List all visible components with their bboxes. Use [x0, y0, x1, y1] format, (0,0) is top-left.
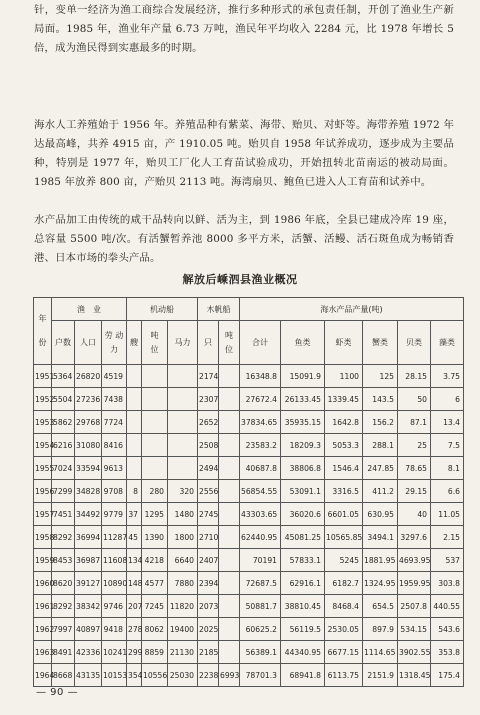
cell-horsepower	[168, 388, 198, 411]
cell-fish: 36020.6	[281, 503, 325, 526]
cell-sail-tonnage	[219, 503, 240, 526]
cell-shrimp: 1642.8	[325, 411, 363, 434]
cell-population: 33594	[75, 457, 102, 480]
cell-shrimp: 1100	[325, 365, 363, 388]
cell-households: 8453	[52, 549, 75, 572]
cell-algae: 175.4	[431, 664, 464, 687]
cell-crab: 897.9	[363, 618, 398, 641]
header-sail-tonnage	[219, 321, 240, 365]
cell-fish: 18209.3	[281, 434, 325, 457]
cell-sail-tonnage	[219, 411, 240, 434]
cell-total: 56854.55	[240, 480, 281, 503]
cell-shrimp: 1339.45	[325, 388, 363, 411]
cell-households: 6216	[52, 434, 75, 457]
cell-crab: 143.5	[363, 388, 398, 411]
cell-sail-tonnage	[219, 365, 240, 388]
cell-horsepower	[168, 434, 198, 457]
cell-year: 1955	[34, 457, 52, 480]
cell-year: 1953	[34, 411, 52, 434]
cell-vessels: 299	[127, 641, 142, 664]
cell-households: 8668	[52, 664, 75, 687]
cell-population: 36987	[75, 549, 102, 572]
cell-labor: 9779	[102, 503, 127, 526]
cell-horsepower: 1480	[168, 503, 198, 526]
cell-crab: 1324.95	[363, 572, 398, 595]
table-row	[34, 457, 464, 480]
cell-crab: 2151.9	[363, 664, 398, 687]
cell-horsepower	[168, 411, 198, 434]
cell-year: 1959	[34, 549, 52, 572]
header-labor-top: 劳 动	[104, 330, 124, 340]
cell-vessels: 134	[127, 549, 142, 572]
cell-sail-tonnage	[219, 572, 240, 595]
table-row	[34, 434, 464, 457]
cell-labor: 9613	[102, 457, 127, 480]
cell-shellfish: 28.15	[398, 365, 431, 388]
cell-shrimp: 6113.75	[325, 664, 363, 687]
cell-households: 8292	[52, 595, 75, 618]
cell-households: 5364	[52, 365, 75, 388]
cell-fish: 68941.8	[281, 664, 325, 687]
table-row	[34, 595, 464, 618]
cell-crab: 411.2	[363, 480, 398, 503]
cell-sail-tonnage	[219, 549, 240, 572]
cell-vessels	[127, 457, 142, 480]
cell-crab: 1881.95	[363, 549, 398, 572]
table-row	[34, 480, 464, 503]
cell-horsepower: 19400	[168, 618, 198, 641]
cell-vessels	[127, 411, 142, 434]
cell-year: 1957	[34, 503, 52, 526]
cell-sail-count: 2407	[198, 549, 219, 572]
cell-labor: 9418	[102, 618, 127, 641]
table-row	[34, 411, 464, 434]
header-year	[34, 298, 52, 365]
cell-tonnage: 280	[142, 480, 168, 503]
cell-households: 7024	[52, 457, 75, 480]
table-row	[34, 664, 464, 687]
cell-total: 37834.65	[240, 411, 281, 434]
cell-sail-count: 2710	[198, 526, 219, 549]
cell-tonnage	[142, 388, 168, 411]
cell-labor: 10153	[102, 664, 127, 687]
cell-shrimp: 1546.4	[325, 457, 363, 480]
cell-algae: 3.75	[431, 365, 464, 388]
cell-sail-count: 2238	[198, 664, 219, 687]
cell-vessels: 354	[127, 664, 142, 687]
cell-crab: 247.85	[363, 457, 398, 480]
cell-vessels: 8	[127, 480, 142, 503]
cell-year: 1956	[34, 480, 52, 503]
header-fish: 鱼类	[281, 321, 325, 365]
cell-total: 60625.2	[240, 618, 281, 641]
cell-sail-count: 2073	[198, 595, 219, 618]
cell-crab: 630.95	[363, 503, 398, 526]
header-algae: 藻类	[431, 321, 464, 365]
cell-tonnage: 8859	[142, 641, 168, 664]
cell-total: 16348.8	[240, 365, 281, 388]
cell-sail-count: 2508	[198, 434, 219, 457]
header-year-bottom: 份	[38, 338, 47, 347]
paragraph-processing: 水产品加工由传统的咸干品转向以鲜、活为主，到 1986 年底，全县已建成冷库 19 座，总容量 5500 吨/次。有活蟹暂养池 8000 多平方米，活蟹、活鳗、活石斑鱼成为畅销香港、日本市场的拳头产品。	[34, 214, 454, 264]
cell-crab: 654.5	[363, 595, 398, 618]
cell-population: 39127	[75, 572, 102, 595]
table-row	[34, 572, 464, 595]
cell-total: 43303.65	[240, 503, 281, 526]
cell-year: 1954	[34, 434, 52, 457]
cell-shrimp: 2530.05	[325, 618, 363, 641]
cell-fish: 62916.1	[281, 572, 325, 595]
paragraph-fishery-economy: 针，变单一经济为渔工商综合发展经济，推行多种形式的承包责任制，开创了渔业生产新局面。1985 年，渔业年产量 6.73 万吨，渔民年平均收入 2284 元，比 1978 年增长 5 倍，成为渔民得到实惠最多的时期。	[34, 4, 454, 54]
header-tonnage-bottom: 位	[150, 344, 159, 354]
cell-algae: 543.6	[431, 618, 464, 641]
header-tonnage-top: 吨	[150, 330, 159, 340]
cell-tonnage: 4218	[142, 549, 168, 572]
header-sail-count: 只	[198, 321, 219, 365]
header-sail-tonnage-top: 吨	[225, 330, 233, 340]
cell-shellfish: 1318.45	[398, 664, 431, 687]
cell-fish: 35935.15	[281, 411, 325, 434]
cell-horsepower: 25030	[168, 664, 198, 687]
cell-year: 1951	[34, 365, 52, 388]
cell-horsepower: 21130	[168, 641, 198, 664]
cell-population: 42336	[75, 641, 102, 664]
cell-population: 26820	[75, 365, 102, 388]
cell-population: 34828	[75, 480, 102, 503]
cell-shellfish: 534.15	[398, 618, 431, 641]
cell-households: 7451	[52, 503, 75, 526]
cell-tonnage	[142, 411, 168, 434]
header-population: 人口	[75, 321, 102, 365]
table-row	[34, 365, 464, 388]
cell-fish: 26133.45	[281, 388, 325, 411]
cell-sail-tonnage	[219, 434, 240, 457]
cell-algae: 353.8	[431, 641, 464, 664]
cell-labor: 11608	[102, 549, 127, 572]
header-vessels: 艘	[127, 321, 142, 365]
fishery-overview-table	[33, 297, 464, 687]
cell-tonnage: 8062	[142, 618, 168, 641]
cell-vessels	[127, 434, 142, 457]
cell-tonnage	[142, 365, 168, 388]
cell-vessels	[127, 388, 142, 411]
cell-shrimp: 3316.5	[325, 480, 363, 503]
cell-shrimp: 5053.3	[325, 434, 363, 457]
cell-population: 38342	[75, 595, 102, 618]
cell-tonnage	[142, 457, 168, 480]
cell-population: 43135	[75, 664, 102, 687]
cell-algae: 11.05	[431, 503, 464, 526]
cell-crab: 1114.65	[363, 641, 398, 664]
header-fishery: 渔 业	[52, 298, 127, 321]
header-sail-boat: 木帆船	[198, 298, 240, 321]
cell-shellfish: 40	[398, 503, 431, 526]
cell-sail-count: 2556	[198, 480, 219, 503]
header-labor-bottom: 力	[110, 344, 118, 354]
cell-year: 1963	[34, 641, 52, 664]
cell-labor: 10890	[102, 572, 127, 595]
cell-tonnage: 10556	[142, 664, 168, 687]
cell-fish: 57833.1	[281, 549, 325, 572]
cell-algae: 303.8	[431, 572, 464, 595]
cell-labor: 9746	[102, 595, 127, 618]
cell-sail-count: 2174	[198, 365, 219, 388]
cell-households: 5862	[52, 411, 75, 434]
cell-population: 29768	[75, 411, 102, 434]
cell-sail-count: 2394	[198, 572, 219, 595]
cell-vessels: 278	[127, 618, 142, 641]
cell-fish: 38810.45	[281, 595, 325, 618]
header-households: 户数	[52, 321, 75, 365]
cell-total: 27672.4	[240, 388, 281, 411]
cell-population: 27236	[75, 388, 102, 411]
header-total: 合计	[240, 321, 281, 365]
cell-shellfish: 50	[398, 388, 431, 411]
cell-shrimp: 6182.7	[325, 572, 363, 595]
cell-total: 56389.1	[240, 641, 281, 664]
cell-total: 40687.8	[240, 457, 281, 480]
cell-year: 1962	[34, 618, 52, 641]
cell-total: 23583.2	[240, 434, 281, 457]
cell-labor: 9708	[102, 480, 127, 503]
cell-vessels: 37	[127, 503, 142, 526]
cell-algae: 7.5	[431, 434, 464, 457]
cell-tonnage: 1390	[142, 526, 168, 549]
cell-shellfish: 4693.95	[398, 549, 431, 572]
cell-algae: 2.15	[431, 526, 464, 549]
cell-population: 40897	[75, 618, 102, 641]
cell-shrimp: 10565.85	[325, 526, 363, 549]
cell-vessels: 45	[127, 526, 142, 549]
cell-households: 5504	[52, 388, 75, 411]
header-motor-boat: 机动船	[127, 298, 198, 321]
cell-horsepower: 7880	[168, 572, 198, 595]
cell-shellfish: 2507.8	[398, 595, 431, 618]
table-body	[34, 365, 464, 687]
cell-sail-tonnage	[219, 526, 240, 549]
cell-year: 1958	[34, 526, 52, 549]
cell-crab: 156.2	[363, 411, 398, 434]
cell-horsepower	[168, 457, 198, 480]
cell-population: 36994	[75, 526, 102, 549]
cell-households: 8292	[52, 526, 75, 549]
cell-horsepower: 320	[168, 480, 198, 503]
table-row	[34, 549, 464, 572]
header-shrimp: 虾类	[325, 321, 363, 365]
cell-labor: 10241	[102, 641, 127, 664]
cell-vessels: 148	[127, 572, 142, 595]
cell-shrimp: 6601.05	[325, 503, 363, 526]
cell-tonnage	[142, 434, 168, 457]
header-crab: 蟹类	[363, 321, 398, 365]
cell-year: 1960	[34, 572, 52, 595]
cell-shellfish: 87.1	[398, 411, 431, 434]
header-shellfish: 贝类	[398, 321, 431, 365]
cell-sail-count: 2652	[198, 411, 219, 434]
cell-tonnage: 1295	[142, 503, 168, 526]
cell-algae: 13.4	[431, 411, 464, 434]
cell-algae: 6.6	[431, 480, 464, 503]
cell-shrimp: 5245	[325, 549, 363, 572]
cell-sail-tonnage	[219, 388, 240, 411]
cell-fish: 56119.5	[281, 618, 325, 641]
header-horsepower: 马力	[168, 321, 198, 365]
cell-sail-count: 2025	[198, 618, 219, 641]
cell-crab: 125	[363, 365, 398, 388]
cell-shellfish: 78.65	[398, 457, 431, 480]
cell-sail-tonnage	[219, 480, 240, 503]
cell-crab: 288.1	[363, 434, 398, 457]
cell-sail-tonnage	[219, 618, 240, 641]
cell-horsepower: 11820	[168, 595, 198, 618]
cell-total: 72687.5	[240, 572, 281, 595]
header-year-top: 年	[38, 314, 47, 323]
cell-sail-count: 2494	[198, 457, 219, 480]
cell-shrimp: 6677.15	[325, 641, 363, 664]
cell-labor: 8416	[102, 434, 127, 457]
cell-labor: 11287	[102, 526, 127, 549]
cell-fish: 15091.9	[281, 365, 325, 388]
cell-total: 78701.3	[240, 664, 281, 687]
page-number: — 90 —	[36, 687, 79, 698]
cell-vessels	[127, 365, 142, 388]
cell-sail-tonnage	[219, 457, 240, 480]
cell-labor: 7724	[102, 411, 127, 434]
header-labor	[102, 321, 127, 365]
paragraph-mariculture: 海水人工养殖始于 1956 年。养殖品种有紫菜、海带、贻贝、对虾等。海带养殖 1972 年达最高峰，共养 4915 亩，产 1910.05 吨。贻贝自 1958 年试养成功，逐步成为主要品种，特别是 1977 年，贻贝工厂化人工育苗试验成功，开始扭转北苗南运的被动局面。1985 年放养 800 亩，产贻贝 2113 吨。海湾扇贝、鲍鱼已进入人工育苗和试养中。	[34, 119, 454, 188]
cell-fish: 44340.95	[281, 641, 325, 664]
cell-year: 1952	[34, 388, 52, 411]
cell-algae: 8.1	[431, 457, 464, 480]
cell-sail-count: 2307	[198, 388, 219, 411]
cell-vessels: 207	[127, 595, 142, 618]
table-row	[34, 526, 464, 549]
cell-shellfish: 3902.55	[398, 641, 431, 664]
cell-sail-tonnage	[219, 641, 240, 664]
cell-labor: 7438	[102, 388, 127, 411]
cell-total: 50881.7	[240, 595, 281, 618]
cell-horsepower: 1800	[168, 526, 198, 549]
table-caption: 解放后嵊泗县渔业概况	[182, 273, 298, 286]
cell-households: 8620	[52, 572, 75, 595]
cell-fish: 38806.8	[281, 457, 325, 480]
cell-shellfish: 25	[398, 434, 431, 457]
cell-shellfish: 3297.6	[398, 526, 431, 549]
cell-horsepower	[168, 365, 198, 388]
cell-algae: 537	[431, 549, 464, 572]
header-tonnage	[142, 321, 168, 365]
cell-algae: 440.55	[431, 595, 464, 618]
cell-sail-tonnage	[219, 595, 240, 618]
cell-shellfish: 1959.95	[398, 572, 431, 595]
cell-population: 34492	[75, 503, 102, 526]
cell-shellfish: 29.15	[398, 480, 431, 503]
cell-year: 1961	[34, 595, 52, 618]
cell-sail-count: 2185	[198, 641, 219, 664]
cell-shrimp: 8468.4	[325, 595, 363, 618]
cell-tonnage: 7245	[142, 595, 168, 618]
header-marine-output: 海水产品产量(吨)	[240, 298, 464, 321]
table-row	[34, 503, 464, 526]
cell-sail-tonnage: 6993	[219, 664, 240, 687]
cell-tonnage: 4577	[142, 572, 168, 595]
cell-horsepower: 6640	[168, 549, 198, 572]
cell-algae: 6	[431, 388, 464, 411]
cell-population: 31080	[75, 434, 102, 457]
cell-year: 1964	[34, 664, 52, 687]
cell-total: 62440.95	[240, 526, 281, 549]
header-sail-tonnage-bottom: 位	[225, 344, 233, 354]
cell-households: 7299	[52, 480, 75, 503]
cell-fish: 45081.25	[281, 526, 325, 549]
cell-sail-count: 2745	[198, 503, 219, 526]
cell-labor: 4519	[102, 365, 127, 388]
table-row	[34, 388, 464, 411]
cell-households: 8491	[52, 641, 75, 664]
cell-households: 7997	[52, 618, 75, 641]
cell-crab: 3494.1	[363, 526, 398, 549]
cell-total: 70191	[240, 549, 281, 572]
table-row	[34, 641, 464, 664]
table-row	[34, 618, 464, 641]
cell-fish: 53091.1	[281, 480, 325, 503]
